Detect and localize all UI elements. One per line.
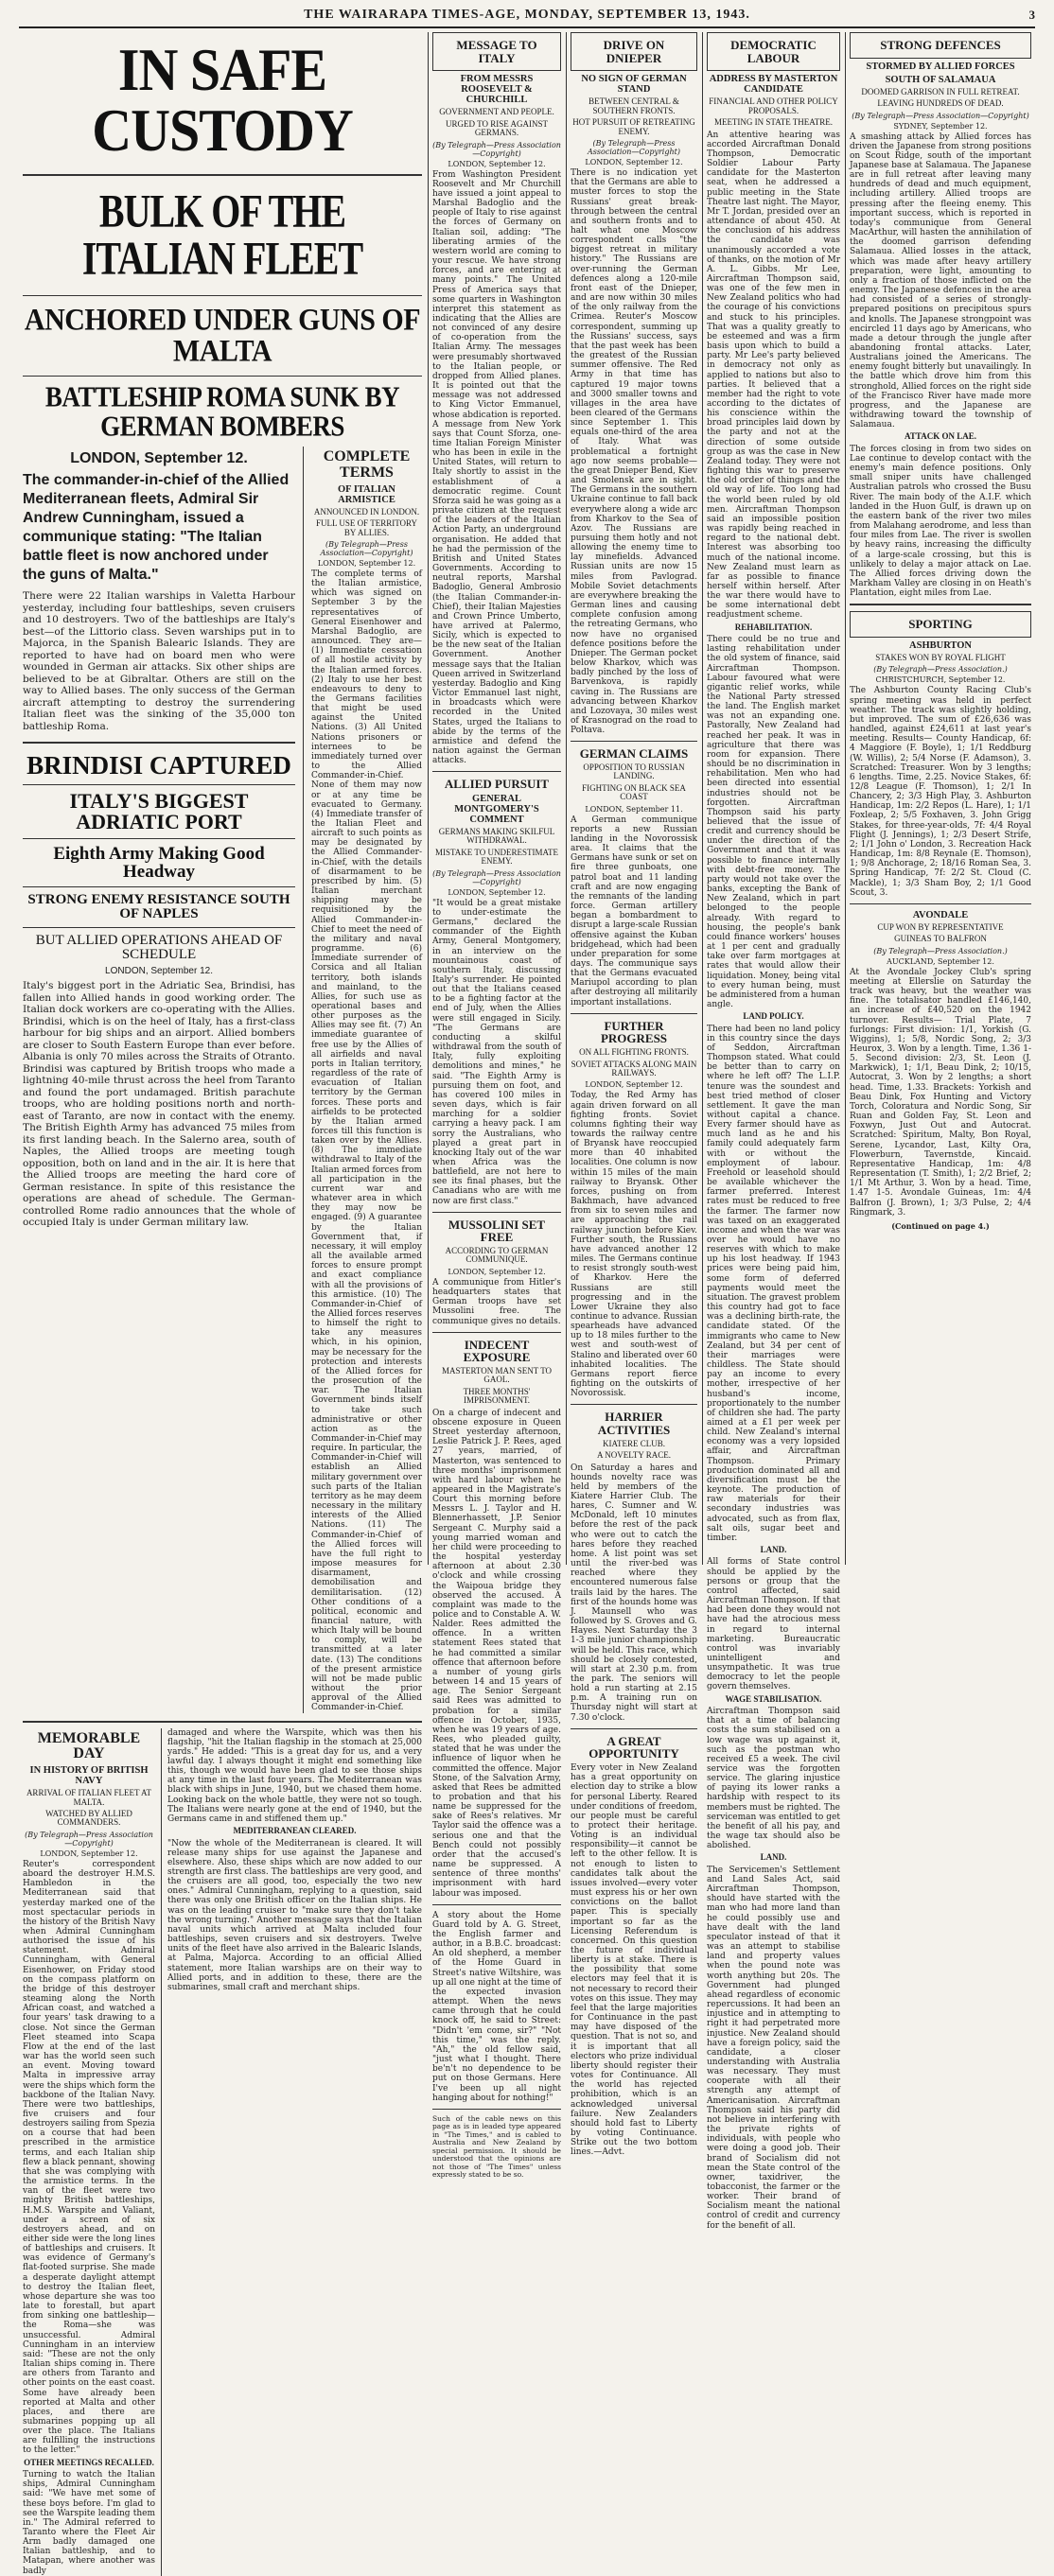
labour-sub-wage: WAGE STABILISATION. <box>725 1693 822 1704</box>
labour-body-land: All forms of State control should be applied by the persons or group that the control affected, said Aircraftman Thompson. If that had been done they would not have had the atrocious mess in regard to internal marketing. Bureaucratic control was invariably unintelligent and unsympathetic. It was true democracy to let the people govern themselves. <box>707 1557 840 1692</box>
msg-italy-headline: MESSAGE TO ITALY <box>456 38 537 65</box>
headline-strong-resistance: STRONG ENEMY RESISTANCE SOUTH OF NAPLES <box>27 892 290 921</box>
sporting-cup: CUP WON BY REPRESENTATIVE <box>877 921 1004 932</box>
masthead <box>19 6 1035 28</box>
mussolini-subhead: ACCORDING TO GERMAN COMMUNIQUE. <box>445 1246 549 1265</box>
further-body: Today, the Red Army has again driven forward on all fighting fronts. Soviet columns fighting their way towards the railway centre of Bryansk have reoccupied more than 40 inhabited localities. One column is now within 15 miles of the main railway to Bryansk. Other forces, pushing on from Bakhmach, have advanced from six to seven miles and are approaching the rail railway junction before Kiev. Further south, the Russians have advanced another 12 miles. The Germans continue to resist strongly south-west of Kharkov. Here the Russians are still progressing and in the Lower Ukraine they also continue to advance. Russian spearheads have advanced up to 18 miles further to the west and south-west of Stalino and liberated over 60 inhabited localities. The Germans report fierce fighting on the outskirts of Novorossisk. <box>571 1091 697 1399</box>
dnieper-byline: (By Telegraph—Press Association—Copyright) <box>588 139 680 157</box>
msg-italy-gov: GOVERNMENT AND PEOPLE. <box>439 107 554 117</box>
dnieper-headline: DRIVE ON DNIEPER <box>603 38 665 65</box>
opportunity-headline: A GREAT OPPORTUNITY <box>588 1733 679 1761</box>
msg-italy-subhead: FROM MESSRS ROOSEVELT & CHURCHILL <box>460 74 534 106</box>
memorable-cont-sub: MEDITERRANEAN CLEARED. <box>233 1826 357 1836</box>
mussolini-body: A communique from Hitler's headquarters states that German troops have set Mussolini free. The communique gives no details. <box>432 1277 561 1326</box>
home-guard-story: A story about the Home Guard told by A. G. Street, the English farmer and author, in a B.B.C. broadcast: An old shepherd, a member of the Home Guard in Street's native Wiltshire, was up all one night at the time of the expected invasion attempt. When the news came through that he could knock off, he said to Street: "Didn't 'em come, sir?" "Not this time," was the reply. "Ah," the old fellow said, "just what I thought. There be'n't no dependence to be put on those Germans. Here I've been up all night hanging about for nothing!" <box>432 1910 561 2103</box>
memorable-body: Reuter's correspondent aboard the destroyer H.M.S. Hambledon in the Mediterranean said that yesterday marked one of the most spectacular periods in the history of the British Navy when Admiral Cunningham authorised the issue of his statement. Admiral Cunningham, with General Eisenhower, on Friday stood on the compass platform on the bridge of this destroyer steaming along the North African coast, and watched a four years' task drawing to a close. Not since the German Fleet steamed into Scapa Flow at the end of the last war has the world seen such an event. Moving toward Malta in impressive array were the ships which form the backbone of the Italian Navy. There were two battleships, five cruisers and four destroyers sailing from Spezia on a course that had been prescribed in the armistice terms, and each Italian ship flew a black pennant, showing that she was complying with the armistice terms. In the van of the fleet were two mighty British battleships, H.M.S. Warspite and Valiant, under a screen of six destroyers ahead, and on either side were the long lines of battleships and cruisers. It was evidence of Germany's flat-footed surprise. She made a desperate daylight attempt to destroy the Italian fleet, whose departure she was too late to forestall, but apart from sinking one battleship—the Roma—she was unsuccessful. Admiral Cunningham in an interview said: "These are not the only Italian ships coming in. There are others from Taranto and other points on the east coast. Some have already been reported at Malta and other places, and there are submarines popping up all over the place. The Italians are fulfilling the instructions to the letter." <box>23 1859 155 2456</box>
german-claims-dateline: LONDON, September 11. <box>585 804 683 814</box>
further-subhead: ON ALL FIGHTING FRONTS. <box>579 1047 689 1058</box>
dnieper-between: BETWEEN CENTRAL & SOUTHERN FRONTS. <box>588 96 679 115</box>
col-dnieper <box>567 32 701 2158</box>
dnieper-body: There is no indication yet that the Germans are able to muster forces to stop the Russians' great break-through between the central and southern fronts and to halt what one Moscow correspondent calls "the biggest retreat in military history." The Russians are over-running the German defences along a 120-mile front east of the Dnieper, and are now within 30 miles of the only railway from the Crimea. Reuter's Moscow correspondent, summing up the Russians' success, says that the past week has been the greatest of the Russian summer offensive. The Red Army in that time has captured 19 major towns and 3000 smaller towns and villages in the area have been cleared of the Germans since September 1. This equals one-third of the area of Italy. What was problematical a fortnight ago now seems probable—the great Dnieper Bend, Kiev and Smolensk are in sight. The Germans in the southern Ukraine continue to fall back everywhere along a wide arc from Kharkov to the Sea of Azov. The Russians are pursuing them hotly and not allowing the enemy time to lay minefields. Advanced Russian units are now 15 miles from Pavlograd. Mobile Soviet detachments are everywhere breaking the German lines and causing complete confusion among the retreating Germans, who now have no organised defence positions before the Dnieper. The German pocket below Kharkov, which was badly pinched by the loss of Barvenkova, is rapidly caving in. The Russians are advancing between Kharkov and Lozovaya, 30 miles west of Krasnograd on the road to Poltava. <box>571 168 697 736</box>
col-message-italy <box>429 32 565 2180</box>
indecent-subhead: MASTERTON MAN SENT TO GAOL. <box>441 1365 553 1385</box>
harrier-body: On Saturday a hares and hounds novelty race was held by members of the Kiatere Harrier Club. The hares, C. Sumner and W. McDonald, left 10 minutes before the rest of the pack who were out to catch the hares before they reached home. A list point was set until the river-bed was reached where they encountered numerous false trails laid by the hares. The first of the hounds home was J. Maunsell who was followed by S. Groves and G. Hayes. Next Saturday the 3 1-3 mile junior championship will be held. This race, which should be closely contested, will start at 2.30 p.m. from the park. The seniors will hold a run starting at 2.15 p.m. A training run on Thursday night will start at 7.30 o'clock. <box>571 1463 697 1723</box>
labour-headline: DEMOCRATIC LABOUR <box>730 38 817 65</box>
labour-body-land-2: The Servicemen's Settlement and Land Sales Act, said Aircraftman Thompson, should have started with the man who had more land than he could possibly use and have dealt with the land speculator instead of that it was an attempt to stabilise land and property values when the pound note was worth anything but 20s. The Government had plunged ahead regardless of economic repercussions. It had been an injustice and in attempting to right it had perpetrated more injustice. New Zealand should have a foreign policy, said the candidate, a closer understanding with Australia was necessary. They must cooperate with all their strength any attempt of Americanisation. Aircraftman Thompson said his party did not believe in interfering with the private rights of individuals, with people who were doing a good job. Their brand of Socialism did not mean the State control of the owner, taxidriver, the tobacconist, the farmer or the worker. Their brand of Socialism meant the national control of credit and currency for the benefit of all. <box>707 1865 840 2231</box>
allied-pursuit-mistake: MISTAKE TO UNDERESTIMATE ENEMY. <box>435 847 558 867</box>
sporting-avondale: AVONDALE <box>912 909 969 920</box>
labour-body-land-policy: There had been no land policy in this country since the days of Seddon, Aircraftman Thompson stated. What could be better than to carry on where he left off? The L.I.P. tenure was the soundest and best tried method of closer settlement. It gave the man without capital a chance. Every farmer should have as much land as he and his family could adequately farm with or without the employment of labour. Freehold or leasehold should be available whichever the farmer preferred. Interest rates must be reduced to free the farmer. The farmer now was taxed on an exaggerated income and when the war was over he would have no reserves with which to make up his lost headway. If 1943 prices were being paid him, some form of deferred payments would meet the situation. The gravest problem this country had got to face was a declining birth-rate, the candidate stated. Of the immigrants who came to New Zealand, but 34 per cent of their marriages were childless. The State should pay an income to every mother, irrespective of her husband's income, proportionately to the number of children she had. The party aimed at a £1 per week per child. New Zealand's internal economy was a very lopsided affair, and Aircraftman Thompson. Primary production dominated all and diversification must be the keynote. The production of raw materials for their secondary industries was advocated, such as from flax, salt oils, sugar beet and timber. <box>707 1024 840 1543</box>
defences-doomed: DOOMED GARRISON IN FULL RETREAT. <box>861 86 1020 96</box>
sporting-body: The Ashburton County Racing Club's spring meeting was held in perfect weather. The track was slightly holding, but improved. The sum of £26,636 was handled, against £24,611 at last year's meeting. Results— County Handicap, 6f: 4 Maggiore (F. Boyle), 1; 1/1 Reddburg (W. Willis), 2; 5/4 Norse (F. Adamson), 3. Scratched: Treasurer. Won by 3 lengths; 6 lengths. Time, 2.25. Novice Stakes, 6f: 12/8 League (F. Thomson), 1; 2/1 In Chancery, 2; 3/3 High Play, 3. Ashburton Handicap, 1m: 2/2 Repos (L. Hare), 1; 1/1 Foxleap, 2; 5/5 Foxhaven, 3. John Grigg Stakes, for three-year-olds, 7f: 4/4 Royal Flight (J. Jennings), 1; 2/3 Desert Strife, 2; 1/1 John o' London, 3. Recreation Hack Handicap, 1m: 8/8 Reynale (E. Thomson), 1; 9/8 Anchorage, 2; 18/16 Roman Sea, 3. Spring Handicap, 7f: 2/2 St. Cloud (C. Mackle), 1; 3/3 Sham Boy, 2; 1/1 Good Scout, 3. <box>850 686 1031 898</box>
lead-block <box>19 32 426 2576</box>
labour-meeting: MEETING IN STATE THEATRE. <box>713 117 834 128</box>
allied-pursuit-withdrawal: GERMANS MAKING SKILFUL WITHDRAWAL. <box>438 827 555 846</box>
dnieper-dateline: LONDON, September 12. <box>585 158 683 167</box>
indecent-headline: INDECENT EXPOSURE <box>463 1337 531 1365</box>
harrier-headline: HARRIER ACTIVITIES <box>597 1410 671 1438</box>
defences-headline: STRONG DEFENCES <box>880 38 1001 52</box>
sporting-guineas: GUINEAS TO BALFRON <box>894 934 987 944</box>
terms-byline: (By Telegraph—Press Association—Copyright) <box>320 539 413 557</box>
defences-dead: LEAVING HUNDREDS OF DEAD. <box>877 98 1004 109</box>
lead-body: There were 22 Italian warships in Valetta Harbour yesterday, including four battleships, seven cruisers and 10 destroyers. Two of the battleships are Italy's best—of the Littorio class. Seven warships put in to Majorca, in the Spanish Balearic Islands. They are reported to have had on board men who were wounded in German air attacks. Six other ships are believed to be at Gibraltar. Others are still on the way to Allied bases. The only success of the German aircraft attempting to destroy the surrendering Italian fleet was the sinking of the 35,000 ton battleship Roma. <box>23 590 295 732</box>
lead-intro: The commander-in-chief of the Allied Mediterranean fleets, Admiral Sir Andrew Cunningham, issued a communique stating: "The Italian battle fleet is now anchored under the guns of Malta." <box>23 472 290 583</box>
further-dateline: LONDON, September 12. <box>585 1080 683 1090</box>
sporting-byline-2: (By Telegraph—Press Association.) <box>873 946 1008 955</box>
allied-pursuit-byline: (By Telegraph—Press Association—Copyright) <box>432 868 561 886</box>
msg-italy-byline: (By Telegraph—Press Association—Copyright) <box>432 140 561 158</box>
lead-dateline: LONDON, September 12. <box>70 450 248 466</box>
further-headline: FURTHER PROGRESS <box>600 1018 668 1046</box>
defences-dateline: SYDNEY, September 12. <box>893 121 988 131</box>
sporting-dateline-2: AUCKLAND, September 12. <box>887 956 994 966</box>
page-number: 3 <box>1028 8 1035 22</box>
headline-roma-sunk: BATTLESHIP ROMA SUNK BY GERMAN BOMBERS <box>44 379 400 443</box>
defences-lae-body: The forces closing in from two sides on Lae continue to develop contact with the enemy's main defence positions. Only small sniper units have challenged Australian patrols who crossed the Busu River. The main body of the A.I.F. which landed in the Huon Gulf, is drawn up on the eastern bank of the river two miles from Malahang aerodrome, and less than four miles from Lae. The river is swollen by heavy rains, increasing the difficulty of a large-scale crossing, but this is unlikely to delay a major attack on Lae. The Allied forces driving down the Markham Valley are closing in on Heath's Plantation, eight miles from Lae. <box>850 444 1031 599</box>
headline-brindisi-captured: BRINDISI CAPTURED <box>26 751 291 780</box>
mussolini-headline: MUSSOLINI SET FREE <box>448 1217 546 1245</box>
headline-bulk-of-fleet: BULK OF THE ITALIAN FLEET <box>81 184 363 285</box>
german-claims-body: A German communique reports a new Russian landing in the Novorossisk area. It claims that the Germans have sunk or set on fire three gunboats, one patrol boat and 11 landing craft and are now engaging the remnants of the landing force. German artillery began a bombardment to disrupt a large-scale Russian offensive against the Kuban bridgehead, which had been under preparation for some days. The communique says that the Germans evacuated Mariupol according to plan after destroying all militarily important installations. <box>571 815 697 1008</box>
german-claims-black-sea: FIGHTING ON BLACK SEA COAST <box>582 782 686 802</box>
allied-pursuit-dateline: LONDON, September 12. <box>448 887 546 897</box>
labour-body-wage: Aircraftman Thompson said that at a time of balancing costs the sum stabilised on a low wage was up against it, such as the postman who received £5 a week. The civil service was the forgotten service. The glaring injustice of paying its lower ranks a hardship with respect to its members must be righted. The serviceman was entitled to get the benefit of all his pay, and the wage tax should also be abolished. <box>707 1707 840 1851</box>
harrier-novelty: A NOVELTY RACE. <box>596 1450 672 1461</box>
memorable-sub: OTHER MEETINGS RECALLED. <box>24 2457 154 2467</box>
labour-sub-land: LAND. <box>760 1545 787 1554</box>
allied-pursuit-subhead: GENERAL MONTGOMERY'S COMMENT <box>454 793 539 825</box>
continued-note: (Continued on page 4.) <box>891 1220 990 1231</box>
allied-pursuit-headline: ALLIED PURSUIT <box>444 777 550 792</box>
dnieper-pursuit: HOT PURSUIT OF RETREATING ENEMY. <box>572 117 695 136</box>
dnieper-subhead: NO SIGN OF GERMAN STAND <box>581 74 687 96</box>
memorable-body2: Turning to watch the Italian ships, Admiral Cunningham said: "We have met some of these boys before. I'm glad to see the Warspite leading them in." The Admiral referred to Taranto where the Fleet Air Arm badly damaged one Italian battleship, and to Matapan, where another was badly <box>23 2470 155 2576</box>
harrier-club: KIATERE CLUB. <box>603 1438 665 1448</box>
mussolini-dateline: LONDON, September 12. <box>448 1267 546 1276</box>
headline-eighth-army: Eighth Army Making Good Headway <box>53 844 265 882</box>
memorable-dateline: LONDON, September 12. <box>40 1849 138 1858</box>
msg-italy-body: From Washington President Roosevelt and Mr Churchill have issued a joint appeal to Marshal Badoglio and the people of Italy to rise against the forces of Germany on Italian soil, adding: "The liberating armies of the western world are coming to your rescue. We have strong forces, and are entering at many points." The United Press of America says that some quarters in Washington interpret this statement as indicating that the Allies are not convinced of any desire of co-operation from the Italian Army. The messages were presumably shortwaved to the Italian people, or dropped from Allied planes. It is pointed out that the message was not addressed to King Victor Emmanuel, whose abdication is reported. A message from New York says that Count Sforza, one-time Italian Foreign Minister who has been in exile in the United States, will return to Italy shortly to assist in the establishment of a democratic regime. Count Sforza said he was going as a private citizen at the request of the leaders of the Italian Action Party, an underground organisation. He added that he had the permission of the British and United States Governments. According to neutral reports, Marshal Badoglio, General Ambrosio (the Italian Commander-in-Chief), their Italian Majesties and Crown Prince Umberto, have arrived at Palermo, Sicily, which is expected to be the new seat of the Italian Government. Another message says that the Italian Queen arrived in Switzerland yesterday. Badoglio and King Victor Emmanuel last night, in broadcasts which were recorded in the United States, urged the Italians to abide by the terms of the armistice and defend the nation against the German attacks. <box>432 169 561 766</box>
memorable-cont-body: damaged and where the Warspite, which was then his flagship, "hit the Italian flagship in the stomach at 25,000 yards." He added: "This is a great day for us, and a very lawful day. I always thought it might end something like this, though we would have been glad to see those ships at any time in the last four years. The Mediterranean was black with ships in June, 1940, but we chased them home. Looking back on the whole battle, they were not so tough. The Italians were nearly gone at the end of 1940, but the Germans came in and stiffened them up." <box>167 1727 422 1824</box>
memorable-subhead: IN HISTORY OF BRITISH NAVY <box>29 1765 149 1787</box>
labour-subhead: ADDRESS BY MASTERTON CANDIDATE <box>709 74 838 96</box>
labour-body: An attentive hearing was accorded Aircraftman Donald Thompson, Democratic Soldier Labour Party candidate for the Masterton seat, when he addressed a public meeting in the State Theatre last night. The Mayor, Mr T. Jordan, presided over an attendance of about 450. At the conclusion of his address the candidate was unanimously accorded a vote of thanks, on the motion of Mr A. L. Gibbs. Mr Lee, Aircraftman Thompson said, was one of the few men in New Zealand politics who had the courage of his convictions and stuck to his principles. That was a quality greatly to be esteemed and was a firm basis upon which to build a party. Mr Lee's party believed in democracy not only as applied to nations but also to parties. It believed that a member had the right to vote according to the dictates of his conscience within the broad principles laid down by the party and not at the direction of some outside group as was the case in New Zealand today. They were not fighting this war to preserve the old order of things and the old way of life. Too long had the world been ruled by old men. Aircraftman Thompson said an impossible position was rapidly being reached in regard to the national debt. Interest was absorbing too much of the national income. New Zealand must learn as far as possible to finance herself within herself. After the war there would have to be some international debt readjustment scheme. <box>707 130 840 621</box>
msg-italy-dateline: LONDON, September 12. <box>448 159 546 168</box>
memorable-headline: MEMORABLE DAY <box>37 1729 141 1762</box>
memorable-byline: (By Telegraph—Press Association—Copyright) <box>25 1830 153 1848</box>
times-footnote: Such of the cable news on this page as is in leaded type appeared in "The Times," and is cabled to Australia and New Zealand by special permission. It should be understood that the opinions are not those of "The Times" unless expressly stated to be so. <box>432 2113 561 2180</box>
labour-body-rehab: There could be no true and lasting rehabilitation under the old system of finance, said Aircraftman Thompson. Labour favoured what were gigantic relief works, while the National Party stressed the land. The English market was not an expanding one. Pastorally, New Zealand had reached her peak. It was in agriculture that there was room for expansion. There should be no discrimination in rehabilitation. Men who had been directed into essential industries should not be forgotten. Aircraftman Thompson said his party believed that the issue of credit and currency should be under the direction of the Government and that it was possible to finance internally with debt-free money. The party would not take over the banks, excepting the Bank of New Zealand, which in part belonged to the people already. With regard to housing, the people's bank could finance workers' houses at 1 per cent and gradually take over farm mortgages at rates that would allow their liquidation. Money, being vital to every human being, must be administered from a human angle. <box>707 635 840 1009</box>
masthead-title: THE WAIRARAPA TIMES-AGE, MONDAY, SEPTEMBER 13, 1943. <box>304 8 750 22</box>
german-claims-headline: GERMAN CLAIMS <box>579 746 689 762</box>
sporting-byline: (By Telegraph—Press Association.) <box>873 665 1008 675</box>
terms-headline: COMPLETE TERMS <box>323 448 411 481</box>
terms-subhead: OF ITALIAN ARMISTICE <box>338 483 395 505</box>
defences-body: A smashing attack by Allied forces has driven the Japanese from strong positions on Scout Ridge, south of the important Japanese base at Salamaua. The Japanese are in full retreat after leaving many hundreds of dead and much equipment, including artillery. Allied troops are pressing after the fleeing enemy. This important success, which is reported in today's communique from General MacArthur, will hasten the annihilation of the doomed garrison defending Salamaua. Allied losses in the attack, which was made after heavy artillery preparation, were light, amounting to only a fraction of those inflicted on the enemy. The Japanese defences in the area had consisted of a series of strongly-prepared positions on precipitous spurs and knolls. The Japanese strongpoint was encircled 11 days ago by Americans, who made a detour through the jungle after abandoning frontal attacks. Later, Australians joined the Americans. The enemy fought bitterly but unavailingly. In the battle which drove him from this stronghold, Allied forces on the right side of the Francisco River have made more progress, and the Japanese are withdrawing toward the township of Salamaua. <box>850 131 1031 430</box>
headline-biggest-port: ITALY'S BIGGEST ADRIATIC PORT <box>69 789 249 833</box>
opportunity-body: Every voter in New Zealand has a great opportunity on election day to strike a blow for personal Liberty. Reared under conditions of freedom, our people must be careful to protect their heritage. Voting is an individual responsibility—it cannot be left to the other fellow. It is not enough to listen to candidates talk about the issues involved—every voter must express his or her own convictions on the ballot paper. This is specially important so far as the Licensing Referendum is concerned. On this question the future of individual liberty is at stake. There is the possibility that some electors may feel that it is not necessary to record their votes on this issue. They may feel that the large majorities for Continuance in the past may have disposed of the question. That is not so, and it is important that all electors who prize individual liberty should register their votes for Continuance. All the world has rejected prohibition, which is an acknowledged universal failure. New Zealanders should hold fast to Liberty by voting Continuance. Strike out the two bottom lines.—Advt. <box>571 1763 697 2158</box>
labour-sub-land-policy: LAND POLICY. <box>743 1011 804 1022</box>
memorable-cont-body2: "Now the whole of the Mediterranean is cleared. It will release many ships for use against the Japanese and elsewhere. Also, these ships which are now added to our strength are first class. The battleships are very good, and the cruisers are all good, too, especially the two new ones." Admiral Cunningham, replying to a question, said there was only one British officer on the Italian ships. He was on the leading cruiser to "make sure they don't take the wrong turning." Another message says that the Italian naval units which arrived at Malta included four battleships, seven cruisers and six destroyers. Twelve units of the fleet have also arrived in the Balearic Islands, at Palma, Majorca. According to an official Allied statement, more Italian warships are on their way to Allied ports, and in addition to these, there are the submarines, small craft and merchant ships. <box>167 1838 422 1992</box>
terms-announced: ANNOUNCED IN LONDON. <box>313 506 420 517</box>
sporting-royal-flight: STAKES WON BY ROYAL FLIGHT <box>875 652 1006 662</box>
headline-anchored-malta: ANCHORED UNDER GUNS OF MALTA <box>24 302 421 369</box>
defences-lae-sub: ATTACK ON LAE. <box>905 431 976 442</box>
labour-sub-rehab: REHABILITATION. <box>734 622 813 632</box>
allied-pursuit-body: "It would be a great mistake to under-estimate the Germans," declared the commander of the Eighth Army, General Montgomery, in an interview on the mountainous coast of southern Italy, discussing Italy's surrender. He pointed out that the Italians ceased to be a fighting factor at the end of July, when the Allies were still engaged in Sicily. "The Germans are conducting a skilful withdrawal from the south of Italy, fully exploiting demolitions and mines," he said. "The Eighth Army is pursuing them on foot, and has covered 100 miles in seven days, which is fair marching for a soldier carrying a heavy pack. I am sorry the Australians, who played a great part in knocking Italy out of the war when Africa was the battlefield, are not here to see its final phases, but the Canadians who are with me now are first class." <box>432 898 561 1206</box>
col-strong-defences <box>846 32 1035 1565</box>
terms-body: The complete terms of the Italian armistice, which was signed on September 3 by the representatives of General Eisenhower and Marshal Badoglio, are announced. They are— (1) Immediate cessation of all hostile activity by the Italian armed forces. (2) Italy to use her best endeavours to deny to the Germans facilities that might be used against the United Nations. (3) All United Nations prisoners or internees to be immediately turned over to the Allied Commander-in-Chief. None of them may now or at any time be evacuated to Germany. (4) Immediate transfer of the Italian Fleet and aircraft to such points as may be designated by the Allied Commander-in-Chief, with the details of disarmament to be prescribed by him. (5) Italian merchant shipping may be requisitioned by the Allied Commander-in-Chief to meet the need of the military and naval programme. (6) Immediate surrender of Corsica and all Italian territory, both islands and mainland, to the Allies, for such use as operational bases and other purposes as the Allies may see fit. (7) An immediate guarantee of free use by the Allies of all airfields and naval ports in Italian territory, regardless of the rate of evacuation of Italian territory by the German forces. These ports and airfields to be protected by the Italian armed forces till this function is taken over by the Allies. (8) The immediate withdrawal to Italy of the Italian armed forces from all participation in the current war and whatever area in which they may now be engaged. (9) A guarantee by the Italian Government that, if necessary, it will employ all the available armed forces to ensure prompt and exact compliance with all the provisions of this armistice. (10) The Commander-in-Chief of the Allied forces reserves to himself the right to take any measures which, in his opinion, may be necessary for the protection and interests of the Allied forces for the prosecution of the war. The Italian Government binds itself to take such administrative or other action as the Commander-in-Chief may require. In particular, the Commander-in-Chief will establish an Allied military government over such parts of the Italian territory as he may deem necessary in the military interests of the Allied Nations. (11) The Commander-in-Chief of the Allied forces will have the full right to impose measures for disarmament, demobilisation and demilitarisation. (12) Other conditions of a political, economic and financial nature, with which Italy will be bound to comply, will be transmitted at a later date. (13) The conditions of the present armistice will not be made public without the prior approval of the Allied Commander-in-Chief. <box>311 569 422 1713</box>
brindisi-dateline: LONDON, September 12. <box>105 966 213 976</box>
terms-full-use: FULL USE OF TERRITORY BY ALLIES. <box>315 518 418 537</box>
german-claims-subhead: OPPOSITION TO RUSSIAN LANDING. <box>583 762 685 781</box>
brindisi-body: Italy's biggest port in the Adriatic Sea, Brindisi, has fallen into Allied hands in good working order. The Italian dock workers are co-operating with the Allies. Brindisi, which is on the heel of Italy, has a first-class harbour for big ships and an airport. Allied bombers are closer to South Eastern Europe than ever before. Albania is only 70 miles across the Straits of Otranto. Brindisi was captured by British troops who made a lightning 40-mile thrust across the heel from Taranto and found the port undamaged. British parachute troops, who are holding positions north and north-east of Taranto, are now in contact with the enemy. The British Eighth Army has advanced 75 miles from its first landing beach. In the Salerno area, south of Naples, the Allied troops are meeting tough opposition, both on land and in the air. It is here that the Allied troops are meeting the hard core of German resistance. In spite of this resistance the operations are ahead of schedule. The German-controlled Rome radio announces that the whole of occupied Italy is under German military law. <box>23 980 295 1228</box>
terms-dateline: LONDON, September 12. <box>317 558 416 568</box>
defences-byline: (By Telegraph—Press Association—Copyright) <box>852 111 1029 120</box>
defences-salamaua: SOUTH OF SALAMAUA <box>885 74 996 85</box>
sporting-headline: SPORTING <box>908 617 973 632</box>
sporting-dateline: CHRISTCHURCH, September 12. <box>875 675 1006 685</box>
sporting-body-2: At the Avondale Jockey Club's spring meeting at Ellerslie on Saturday the track was heavy, but the weather was fine. The totalisator handled £146,140, an increase of £40,520 on the 1942 turnover. Results— Trial Plate, 7 furlongs: First division: 1/1, Yorkish (G. Wiggins), 1; 5/8, Nordic Song, 2; 3/3 Heurox, 3. Won by a length. Time, 1.36 1-5. Second division: 2/3, St. Leon (J. Markwick), 1; 1/1, Beau Dink, 2; 10/15, Autocrat, 3. Won by 2 lengths; a short head. Time, 1.33. Brackets: Yorkish and Beau Dink, Fox Hunting and Victory Torch, Coloratura and Nordic Song, Sir Ruan and Golden Fay, St. Leon and Foxwyn, Just Out and Autocrat. Scratched: Spiritum, Malty, Bon Royal, Serene, Lycandor, Last, Kilty Ora, Flowerburn, Tavernstde, Kincaid. Representative Handicap, 1m: 4/8 Representation (T. Smith), 1; 2/2 Brief, 2; 1/1 Mt Arthur, 3. Won by a head. Time, 1.47 1-5. Avondale Guineas, 1m: 4/4 Balfron (J. Brown), 1; 3/3 Pulse, 2; 4/4 Ringmark, 3. <box>850 967 1031 1218</box>
memorable-arrival: ARRIVAL OF ITALIAN FLEET AT MALTA. <box>26 1788 152 1807</box>
indecent-body: On a charge of indecent and obscene exposure in Queen Street yesterday afternoon, Leslie Patrick J. P. Rees, aged 27 years, married, of Masterton, was sentenced to three months' imprisonment with hard labour when he appeared in the Magistrate's Court this morning before Messrs L. J. Taylor and H. Blennerhassett, J.P. Senior Sergeant C. Murphy said a young married woman and her child were proceeding to the hospital yesterday afternoon at about 2.30 o'clock and while crossing the Waipoua bridge they observed the accused. A complaint was made to the police and to Constable A. W. Nalder. Rees admitted the offence. In a written statement Rees stated that he had committed a similar offence that afternoon before a number of young girls between 14 and 15 years of age. The Senior Sergeant said Rees was admitted to probation for a similar offence in October, 1935, when he was 19 years of age. Rees, who pleaded guilty, stated that he was under the influence of liquor when he committed the offence. Major Stone, of the Salvation Army, asked that Rees be admitted to probation and that his name be suppressed for the sake of Rees's relatives. Mr Taylor said the offence was a serious one and that the Bench could not possibly order that the accused's name be suppressed. A sentence of three months' imprisonment with hard labour was imposed. <box>432 1408 561 1899</box>
sporting-ashburton: ASHBURTON <box>909 640 972 651</box>
col-labour <box>703 32 844 2231</box>
msg-italy-urged: URGED TO RISE AGAINST GERMANS. <box>446 118 548 138</box>
defences-stormed: STORMED BY ALLIED FORCES <box>866 61 1015 72</box>
further-railways: SOVIET ATTACKS ALONG MAIN RAILWAYS. <box>571 1059 697 1078</box>
headline-ahead-of-schedule: BUT ALLIED OPERATIONS AHEAD OF SCHEDULE <box>35 933 283 962</box>
labour-policy: FINANCIAL AND OTHER POLICY PROPOSALS. <box>709 96 838 115</box>
headline-in-safe-custody: IN SAFE CUSTODY <box>92 35 353 165</box>
indecent-months: THREE MONTHS' IMPRISONMENT. <box>463 1386 531 1406</box>
labour-sub-land-2: LAND. <box>760 1852 787 1863</box>
memorable-watched: WATCHED BY ALLIED COMMANDERS. <box>45 1809 132 1828</box>
